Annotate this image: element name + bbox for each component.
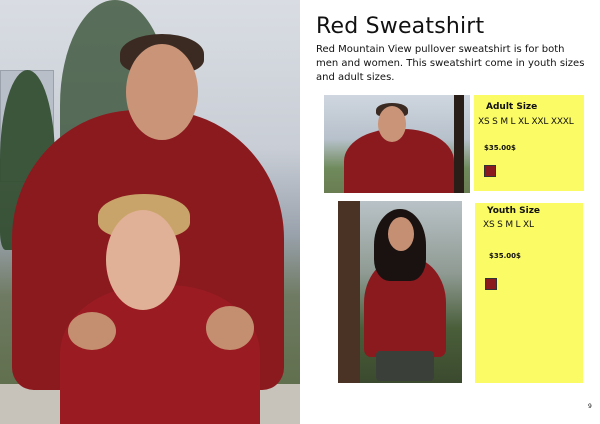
tree-trunk <box>338 201 360 383</box>
adult-price: $35.00$ <box>484 144 516 152</box>
youth-leg-area <box>376 351 434 381</box>
youth-model-photo <box>338 201 462 383</box>
adult-size-panel <box>474 95 584 191</box>
man-hand-right <box>206 306 254 350</box>
youth-price: $35.00$ <box>489 252 521 260</box>
adult-size-list: XS S M L XL XXL XXXL <box>478 117 574 127</box>
color-swatch-icon[interactable] <box>485 278 497 290</box>
page-title: Red Sweatshirt <box>316 14 485 39</box>
man-face <box>126 44 198 140</box>
tree-trunk <box>454 95 464 193</box>
man-hand-left <box>68 312 116 350</box>
youth-face <box>388 217 414 251</box>
color-swatch-icon[interactable] <box>484 165 496 177</box>
product-description: Red Mountain View pullover sweatshirt is for both men and women. This sweatshirt come in youth sizes and adult sizes. <box>316 44 585 83</box>
youth-size-heading: Youth Size <box>487 206 541 216</box>
adult-size-heading: Adult Size <box>486 102 538 112</box>
page-number: 9 <box>588 403 592 410</box>
youth-size-list: XS S M L XL <box>483 220 534 230</box>
boy-face <box>106 210 180 310</box>
adult-face <box>378 106 406 142</box>
adult-model-photo <box>324 95 470 193</box>
youth-size-panel <box>475 203 583 383</box>
